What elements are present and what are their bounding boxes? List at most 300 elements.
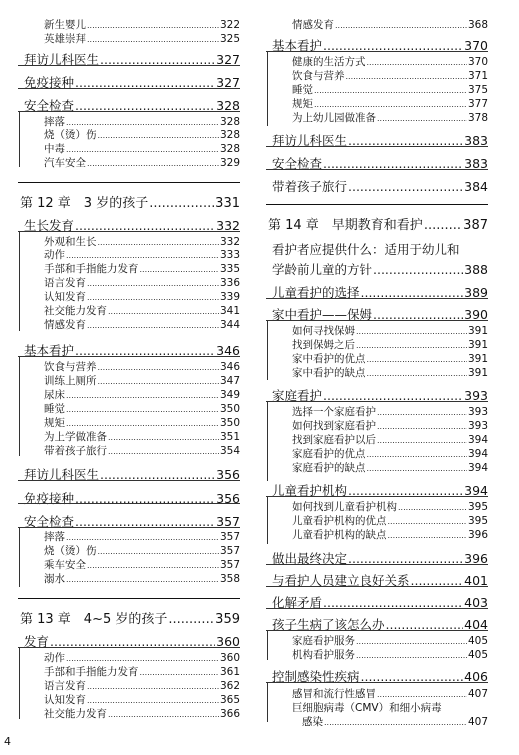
- entry-page-number: 362: [219, 680, 240, 692]
- section-bar: [267, 496, 268, 544]
- subsection-entry[interactable]: [266, 418, 488, 433]
- entry-page-number: 375: [467, 84, 488, 96]
- entry-title: 家庭看护服务: [292, 635, 355, 647]
- entry-title: 规矩: [44, 417, 65, 429]
- entry-page-number: 393: [467, 420, 488, 432]
- entry-page-number: 350: [219, 403, 240, 415]
- subsection-entry[interactable]: [266, 527, 488, 542]
- subsection-entry[interactable]: [266, 460, 488, 475]
- entry-page-number: 389: [464, 285, 488, 300]
- chapter-rule: [18, 598, 240, 599]
- subsection-entry[interactable]: [266, 54, 488, 69]
- dot-leader: [98, 377, 219, 386]
- entry-page-number: 327: [216, 52, 240, 67]
- entry-page-number: 407: [467, 716, 488, 728]
- entry-page-number: 383: [464, 156, 488, 171]
- section-entry[interactable]: [266, 240, 488, 258]
- entry-title: 为上学做准备: [44, 431, 107, 443]
- entry-title: 带着孩子旅行: [272, 179, 348, 194]
- entry-title: 控制感染性疾病: [272, 669, 360, 684]
- section-rule: [266, 146, 488, 147]
- subsection-entry[interactable]: [18, 17, 240, 32]
- entry-title: 发育: [24, 634, 50, 649]
- entry-title: 家中看护的缺点: [292, 367, 366, 379]
- entry-page-number: 322: [219, 19, 240, 31]
- entry-title: 睡觉: [44, 403, 65, 415]
- subsection-entry[interactable]: [266, 365, 488, 380]
- subsection-entry[interactable]: [18, 557, 240, 572]
- entry-title: 免疫接种: [24, 75, 75, 90]
- dot-leader: [87, 159, 219, 168]
- entry-page-number: 346: [219, 361, 240, 373]
- entry-page-number: 344: [219, 319, 240, 331]
- entry-title: 基本看护: [24, 343, 75, 358]
- entry-page-number: 350: [219, 417, 240, 429]
- entry-page-number: 407: [467, 688, 488, 700]
- dot-leader: [356, 651, 467, 660]
- entry-title: 语言发育: [44, 277, 86, 289]
- dot-leader: [108, 447, 219, 456]
- section-rule: [18, 527, 240, 528]
- entry-title: 化解矛盾: [272, 595, 323, 610]
- dot-leader: [356, 341, 467, 350]
- entry-page-number: 394: [467, 434, 488, 446]
- subsection-entry[interactable]: [18, 155, 240, 170]
- entry-title: 手部和手指能力发育: [44, 666, 139, 678]
- dot-leader: [314, 86, 467, 95]
- entry-page-number: 356: [216, 491, 240, 506]
- subsection-entry[interactable]: [266, 686, 488, 701]
- dot-leader: [367, 355, 467, 364]
- dot-leader: [168, 612, 214, 627]
- entry-page-number: 351: [219, 431, 240, 443]
- section-rule: [266, 608, 488, 609]
- section-rule: [266, 169, 488, 170]
- subsection-entry[interactable]: [266, 432, 488, 447]
- subsection-entry[interactable]: [266, 17, 488, 32]
- entry-page-number: 405: [467, 635, 488, 647]
- dot-leader: [149, 196, 214, 211]
- chapter-entry[interactable]: [18, 608, 240, 627]
- entry-title: 找到保姆之后: [292, 339, 355, 351]
- dot-leader: [367, 450, 467, 459]
- chapter-rule: [266, 204, 488, 205]
- entry-page-number: 395: [467, 501, 488, 513]
- section-bar: [267, 682, 268, 722]
- subsection-entry[interactable]: [18, 664, 240, 679]
- subsection-entry[interactable]: [266, 96, 488, 111]
- entry-page-number: 328: [219, 143, 240, 155]
- dot-leader: [367, 369, 467, 378]
- entry-page-number: 405: [467, 649, 488, 661]
- dot-leader: [66, 251, 219, 260]
- dot-leader: [140, 668, 219, 677]
- dot-leader: [388, 517, 467, 526]
- dot-leader: [377, 690, 467, 699]
- subsection-entry[interactable]: [18, 141, 240, 156]
- entry-title: 为上幼儿园做准备: [292, 112, 376, 124]
- entry-title: 孩子生病了该怎么办: [272, 617, 385, 632]
- dot-leader: [377, 408, 467, 417]
- entry-page-number: 329: [219, 157, 240, 169]
- entry-page-number: 339: [219, 291, 240, 303]
- subsection-entry[interactable]: [266, 647, 488, 662]
- entry-title: 如何寻找保姆: [292, 325, 355, 337]
- entry-page-number: 325: [219, 33, 240, 45]
- entry-title: 烧（烫）伤: [44, 545, 97, 557]
- entry-page-number: 346: [216, 343, 240, 358]
- entry-title: 语言发育: [44, 680, 86, 692]
- entry-page-number: 371: [467, 70, 488, 82]
- subsection-entry[interactable]: [18, 650, 240, 665]
- subsection-entry[interactable]: [266, 714, 488, 729]
- entry-page-number: 370: [464, 38, 488, 53]
- entry-page-number: 394: [464, 483, 488, 498]
- entry-title: 乘车安全: [44, 559, 86, 571]
- dot-leader: [87, 561, 219, 570]
- entry-title: 溺水: [44, 573, 65, 585]
- dot-leader: [98, 131, 219, 140]
- subsection-entry[interactable]: [18, 678, 240, 693]
- subsection-entry[interactable]: [18, 571, 240, 586]
- entry-title: 拜访儿科医生: [24, 467, 100, 482]
- entry-page-number: 391: [467, 353, 488, 365]
- entry-title: 基本看护: [272, 38, 323, 53]
- section-bar: [267, 630, 268, 660]
- entry-title: 手部和手指能力发育: [44, 263, 139, 275]
- entry-page-number: 357: [216, 514, 240, 529]
- section-bar: [267, 401, 268, 481]
- dot-leader: [87, 21, 219, 30]
- section-bar: [19, 231, 20, 331]
- entry-title: 家中看护的优点: [292, 353, 366, 365]
- entry-title: 机构看护服务: [292, 649, 355, 661]
- chapter-entry[interactable]: [18, 192, 240, 211]
- entry-title: 第 13 章 4~5 岁的孩子: [20, 612, 168, 627]
- entry-page-number: 391: [467, 367, 488, 379]
- dot-leader: [324, 718, 467, 727]
- entry-title: 饮食与营养: [44, 361, 97, 373]
- entry-title: 家庭看护的缺点: [292, 462, 366, 474]
- dot-leader: [66, 533, 219, 542]
- subsection-entry[interactable]: [266, 82, 488, 97]
- entry-page-number: 387: [463, 218, 488, 233]
- dot-leader: [348, 179, 463, 194]
- entry-title: 训练上厕所: [44, 375, 97, 387]
- dot-leader: [388, 531, 467, 540]
- entry-page-number: 333: [219, 249, 240, 261]
- entry-page-number: 403: [464, 595, 488, 610]
- dot-leader: [356, 637, 467, 646]
- subsection-entry[interactable]: [266, 351, 488, 366]
- entry-page-number: 391: [467, 339, 488, 351]
- entry-title: 儿童看护机构: [272, 483, 348, 498]
- entry-title: 尿床: [44, 389, 65, 401]
- section-entry[interactable]: [266, 260, 488, 278]
- section-rule: [18, 356, 240, 357]
- subsection-entry[interactable]: [266, 404, 488, 419]
- entry-page-number: 354: [219, 445, 240, 457]
- dot-leader: [66, 654, 219, 663]
- entry-page-number: 365: [219, 694, 240, 706]
- subsection-entry[interactable]: [18, 529, 240, 544]
- section-rule: [266, 586, 488, 587]
- entry-page-number: 388: [464, 262, 488, 277]
- entry-title: 与看护人员建立良好关系: [272, 573, 410, 588]
- subsection-entry[interactable]: [18, 706, 240, 721]
- entry-title: 安全检查: [24, 514, 75, 529]
- entry-page-number: 357: [219, 559, 240, 571]
- entry-page-number: 332: [219, 236, 240, 248]
- dot-leader: [87, 321, 219, 330]
- section-bar: [19, 527, 20, 587]
- section-bar: [19, 356, 20, 456]
- section-rule: [18, 88, 240, 89]
- entry-title: 如何找到家庭看护: [292, 420, 376, 432]
- entry-title: 社交能力发育: [44, 708, 107, 720]
- subsection-entry[interactable]: [18, 415, 240, 430]
- subsection-entry[interactable]: [18, 317, 240, 332]
- dot-leader: [98, 363, 219, 372]
- entry-page-number: 360: [216, 634, 240, 649]
- entry-page-number: 357: [219, 531, 240, 543]
- subsection-entry[interactable]: [18, 692, 240, 707]
- entry-page-number: 356: [216, 467, 240, 482]
- entry-title: 睡觉: [292, 84, 313, 96]
- dot-leader: [424, 218, 462, 233]
- entry-page-number: 395: [467, 515, 488, 527]
- entry-title: 动作: [44, 249, 65, 261]
- entry-page-number: 360: [219, 652, 240, 664]
- subsection-entry[interactable]: [266, 337, 488, 352]
- section-rule: [266, 51, 488, 52]
- section-rule: [266, 298, 488, 299]
- dot-leader: [66, 145, 219, 154]
- entry-title: 生长发育: [24, 218, 75, 233]
- entry-page-number: 328: [216, 98, 240, 113]
- entry-page-number: 347: [219, 375, 240, 387]
- entry-page-number: 366: [219, 708, 240, 720]
- section-rule: [18, 111, 240, 112]
- entry-page-number: 396: [467, 529, 488, 541]
- entry-title: 感染: [302, 716, 323, 728]
- entry-title: 看护者应提供什么：适用于幼儿和: [272, 242, 460, 257]
- entry-title: 饮食与营养: [292, 70, 345, 82]
- entry-page-number: 361: [219, 666, 240, 678]
- dot-leader: [367, 464, 467, 473]
- entry-title: 拜访儿科医生: [24, 52, 100, 67]
- entry-title: 认知发育: [44, 291, 86, 303]
- section-rule: [266, 320, 488, 321]
- entry-page-number: 357: [219, 545, 240, 557]
- entry-title: 学龄前儿童的方针: [272, 262, 373, 277]
- entry-title: 带着孩子旅行: [44, 445, 107, 457]
- subsection-entry[interactable]: [18, 247, 240, 262]
- dot-leader: [346, 72, 467, 81]
- entry-title: 家中看护——保姆: [272, 307, 373, 322]
- entry-page-number: 401: [464, 573, 488, 588]
- dot-leader: [377, 436, 467, 445]
- section-rule: [18, 503, 240, 504]
- dot-leader: [66, 419, 219, 428]
- dot-leader: [87, 682, 219, 691]
- entry-page-number: 393: [467, 406, 488, 418]
- entry-page-number: 384: [464, 179, 488, 194]
- subsection-entry[interactable]: [18, 303, 240, 318]
- subsection-entry[interactable]: [18, 275, 240, 290]
- dot-leader: [140, 265, 219, 274]
- entry-page-number: 359: [215, 612, 240, 627]
- entry-title: 巨细胞病毒（CMV）和细小病毒: [292, 702, 442, 714]
- entry-page-number: 358: [219, 573, 240, 585]
- section-rule: [266, 496, 488, 497]
- dot-leader: [66, 391, 219, 400]
- dot-leader: [314, 100, 467, 109]
- entry-page-number: 394: [467, 448, 488, 460]
- subsection-entry[interactable]: [18, 289, 240, 304]
- entry-page-number: 394: [467, 462, 488, 474]
- page-number: 4: [4, 735, 11, 748]
- section-rule: [266, 630, 488, 631]
- subsection-entry[interactable]: [18, 127, 240, 142]
- dot-leader: [108, 710, 219, 719]
- subsection-entry[interactable]: [266, 700, 488, 715]
- entry-title: 情感发育: [292, 19, 334, 31]
- subsection-entry[interactable]: [266, 110, 488, 125]
- section-bar: [267, 51, 268, 126]
- subsection-entry[interactable]: [18, 429, 240, 444]
- section-rule: [266, 401, 488, 402]
- section-rule: [266, 682, 488, 683]
- subsection-entry[interactable]: [18, 543, 240, 558]
- dot-leader: [98, 547, 219, 556]
- entry-page-number: 391: [467, 325, 488, 337]
- dot-leader: [108, 307, 219, 316]
- dot-leader: [335, 21, 467, 30]
- section-bar: [19, 647, 20, 719]
- chapter-entry[interactable]: [266, 214, 488, 233]
- entry-title: 选择一个家庭看护: [292, 406, 376, 418]
- dot-leader: [87, 279, 219, 288]
- entry-title: 安全检查: [24, 98, 75, 113]
- entry-title: 摔落: [44, 531, 65, 543]
- section-rule: [18, 231, 240, 232]
- entry-title: 外观和生长: [44, 236, 97, 248]
- subsection-entry[interactable]: [18, 443, 240, 458]
- entry-title: 情感发育: [44, 319, 86, 331]
- subsection-entry[interactable]: [266, 513, 488, 528]
- dot-leader: [398, 503, 467, 512]
- entry-title: 感冒和流行性感冒: [292, 688, 376, 700]
- entry-title: 烧（烫）伤: [44, 129, 97, 141]
- section-rule: [18, 480, 240, 481]
- subsection-entry[interactable]: [266, 323, 488, 338]
- subsection-entry[interactable]: [18, 261, 240, 276]
- subsection-entry[interactable]: [18, 359, 240, 374]
- subsection-entry[interactable]: [266, 633, 488, 648]
- entry-page-number: 335: [219, 263, 240, 275]
- entry-page-number: 378: [467, 112, 488, 124]
- entry-title: 健康的生活方式: [292, 56, 366, 68]
- entry-title: 儿童看护机构的缺点: [292, 529, 387, 541]
- dot-leader: [373, 262, 463, 277]
- dot-leader: [377, 422, 467, 431]
- entry-title: 新生婴儿: [44, 19, 86, 31]
- entry-title: 第 14 章 早期教育和看护: [268, 218, 423, 233]
- entry-title: 摔落: [44, 116, 65, 128]
- entry-title: 做出最终决定: [272, 551, 348, 566]
- dot-leader: [87, 293, 219, 302]
- section-rule: [18, 65, 240, 66]
- entry-page-number: 327: [216, 75, 240, 90]
- entry-title: 汽车安全: [44, 157, 86, 169]
- entry-title: 儿童看护的选择: [272, 285, 360, 300]
- dot-leader: [87, 696, 219, 705]
- entry-title: 第 12 章 3 岁的孩子: [20, 196, 149, 211]
- chapter-rule: [18, 182, 240, 183]
- entry-page-number: 341: [219, 305, 240, 317]
- dot-leader: [98, 238, 219, 247]
- entry-page-number: 383: [464, 133, 488, 148]
- entry-title: 认知发育: [44, 694, 86, 706]
- dot-leader: [66, 575, 219, 584]
- entry-page-number: 328: [219, 116, 240, 128]
- entry-page-number: 404: [464, 617, 488, 632]
- dot-leader: [66, 405, 219, 414]
- entry-page-number: 349: [219, 389, 240, 401]
- subsection-entry[interactable]: [18, 373, 240, 388]
- entry-title: 找到家庭看护以后: [292, 434, 376, 446]
- entry-title: 中毒: [44, 143, 65, 155]
- section-bar: [19, 111, 20, 167]
- subsection-entry[interactable]: [18, 401, 240, 416]
- subsection-entry[interactable]: [18, 387, 240, 402]
- subsection-entry[interactable]: [18, 31, 240, 46]
- entry-title: 规矩: [292, 98, 313, 110]
- section-bar: [267, 320, 268, 380]
- section-entry[interactable]: [18, 489, 240, 507]
- entry-title: 如何找到儿童看护机构: [292, 501, 397, 513]
- entry-title: 动作: [44, 652, 65, 664]
- entry-title: 儿童看护机构的优点: [292, 515, 387, 527]
- dot-leader: [356, 327, 467, 336]
- entry-title: 家庭看护: [272, 388, 323, 403]
- subsection-entry[interactable]: [266, 68, 488, 83]
- dot-leader: [66, 118, 219, 127]
- entry-page-number: 406: [464, 669, 488, 684]
- dot-leader: [377, 114, 467, 123]
- entry-page-number: 393: [464, 388, 488, 403]
- dot-leader: [87, 35, 219, 44]
- section-entry[interactable]: [266, 177, 488, 195]
- entry-title: 社交能力发育: [44, 305, 107, 317]
- dot-leader: [108, 433, 219, 442]
- entry-title: 安全检查: [272, 156, 323, 171]
- entry-page-number: 390: [464, 307, 488, 322]
- section-rule: [18, 647, 240, 648]
- entry-title: 家庭看护的优点: [292, 448, 366, 460]
- entry-page-number: 370: [467, 56, 488, 68]
- dot-leader: [367, 58, 467, 67]
- entry-title: 拜访儿科医生: [272, 133, 348, 148]
- entry-page-number: 332: [216, 218, 240, 233]
- section-rule: [266, 564, 488, 565]
- subsection-entry[interactable]: [266, 499, 488, 514]
- entry-page-number: 328: [219, 129, 240, 141]
- entry-page-number: 396: [464, 551, 488, 566]
- subsection-entry[interactable]: [266, 446, 488, 461]
- entry-page-number: 336: [219, 277, 240, 289]
